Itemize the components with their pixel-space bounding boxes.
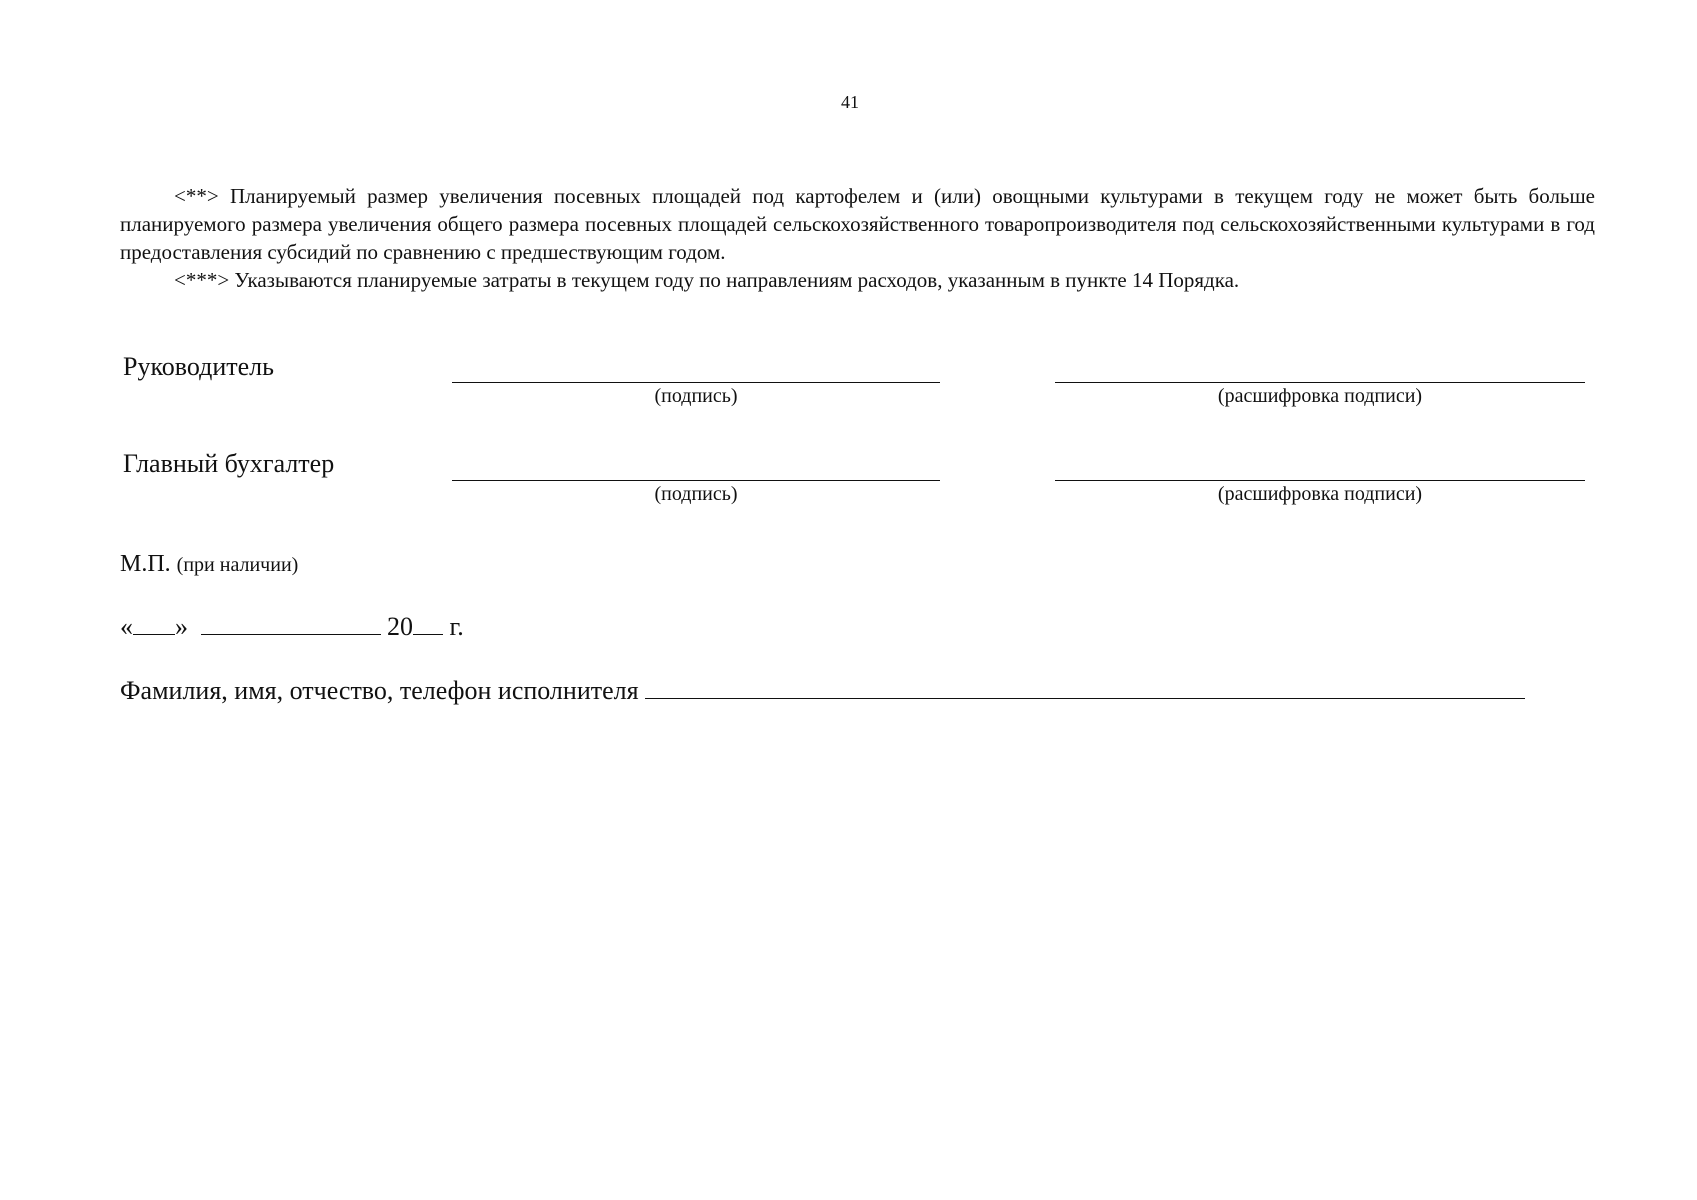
accountant-decoding-line[interactable] — [1055, 480, 1585, 481]
head-label: Руководитель — [123, 352, 274, 381]
head-signature-caption: (подпись) — [654, 385, 738, 407]
accountant-signature-caption: (подпись) — [654, 483, 738, 505]
stamp-note: (при наличии) — [176, 554, 299, 576]
executor-row — [120, 676, 1525, 706]
stamp-label: М.П. — [120, 551, 171, 577]
day-blank[interactable] — [133, 634, 175, 635]
footnote-double-asterisk: <**> Планируемый размер увеличения посевных площадей под картофелем и (или) овощными культурами в текущем году не может быть больше планируемого размера увеличения общего размера посевных площадей сельскохозяйственного товаропроизводителя под сельскохозяйственными культурами в год предоставления субсидий по сравнению с предшествующим годом. — [120, 184, 1595, 264]
accountant-decoding-caption: (расшифровка подписи) — [1217, 483, 1423, 505]
executor-blank[interactable] — [645, 698, 1525, 699]
date-open-quote: « — [120, 612, 133, 641]
accountant-signature-line[interactable] — [452, 480, 940, 481]
head-decoding-caption: (расшифровка подписи) — [1217, 385, 1423, 407]
footnote-triple-asterisk: <***> Указываются планируемые затраты в текущем году по направлениям расходов, указанным в пункте 14 Порядка. — [174, 268, 1240, 292]
head-signature-line[interactable] — [452, 382, 940, 383]
head-decoding-line[interactable] — [1055, 382, 1585, 383]
executor-label: Фамилия, имя, отчество, телефон исполнителя — [120, 676, 639, 705]
footnotes — [120, 182, 1595, 294]
year-blank[interactable] — [413, 634, 443, 635]
page-number: 41 — [841, 92, 859, 112]
date-row — [120, 612, 464, 642]
year-suffix: г. — [449, 612, 464, 641]
year-prefix: 20 — [387, 612, 413, 641]
month-blank[interactable] — [201, 634, 381, 635]
accountant-label: Главный бухгалтер — [123, 449, 335, 478]
stamp-place — [120, 551, 298, 578]
date-close-quote: » — [175, 612, 188, 641]
